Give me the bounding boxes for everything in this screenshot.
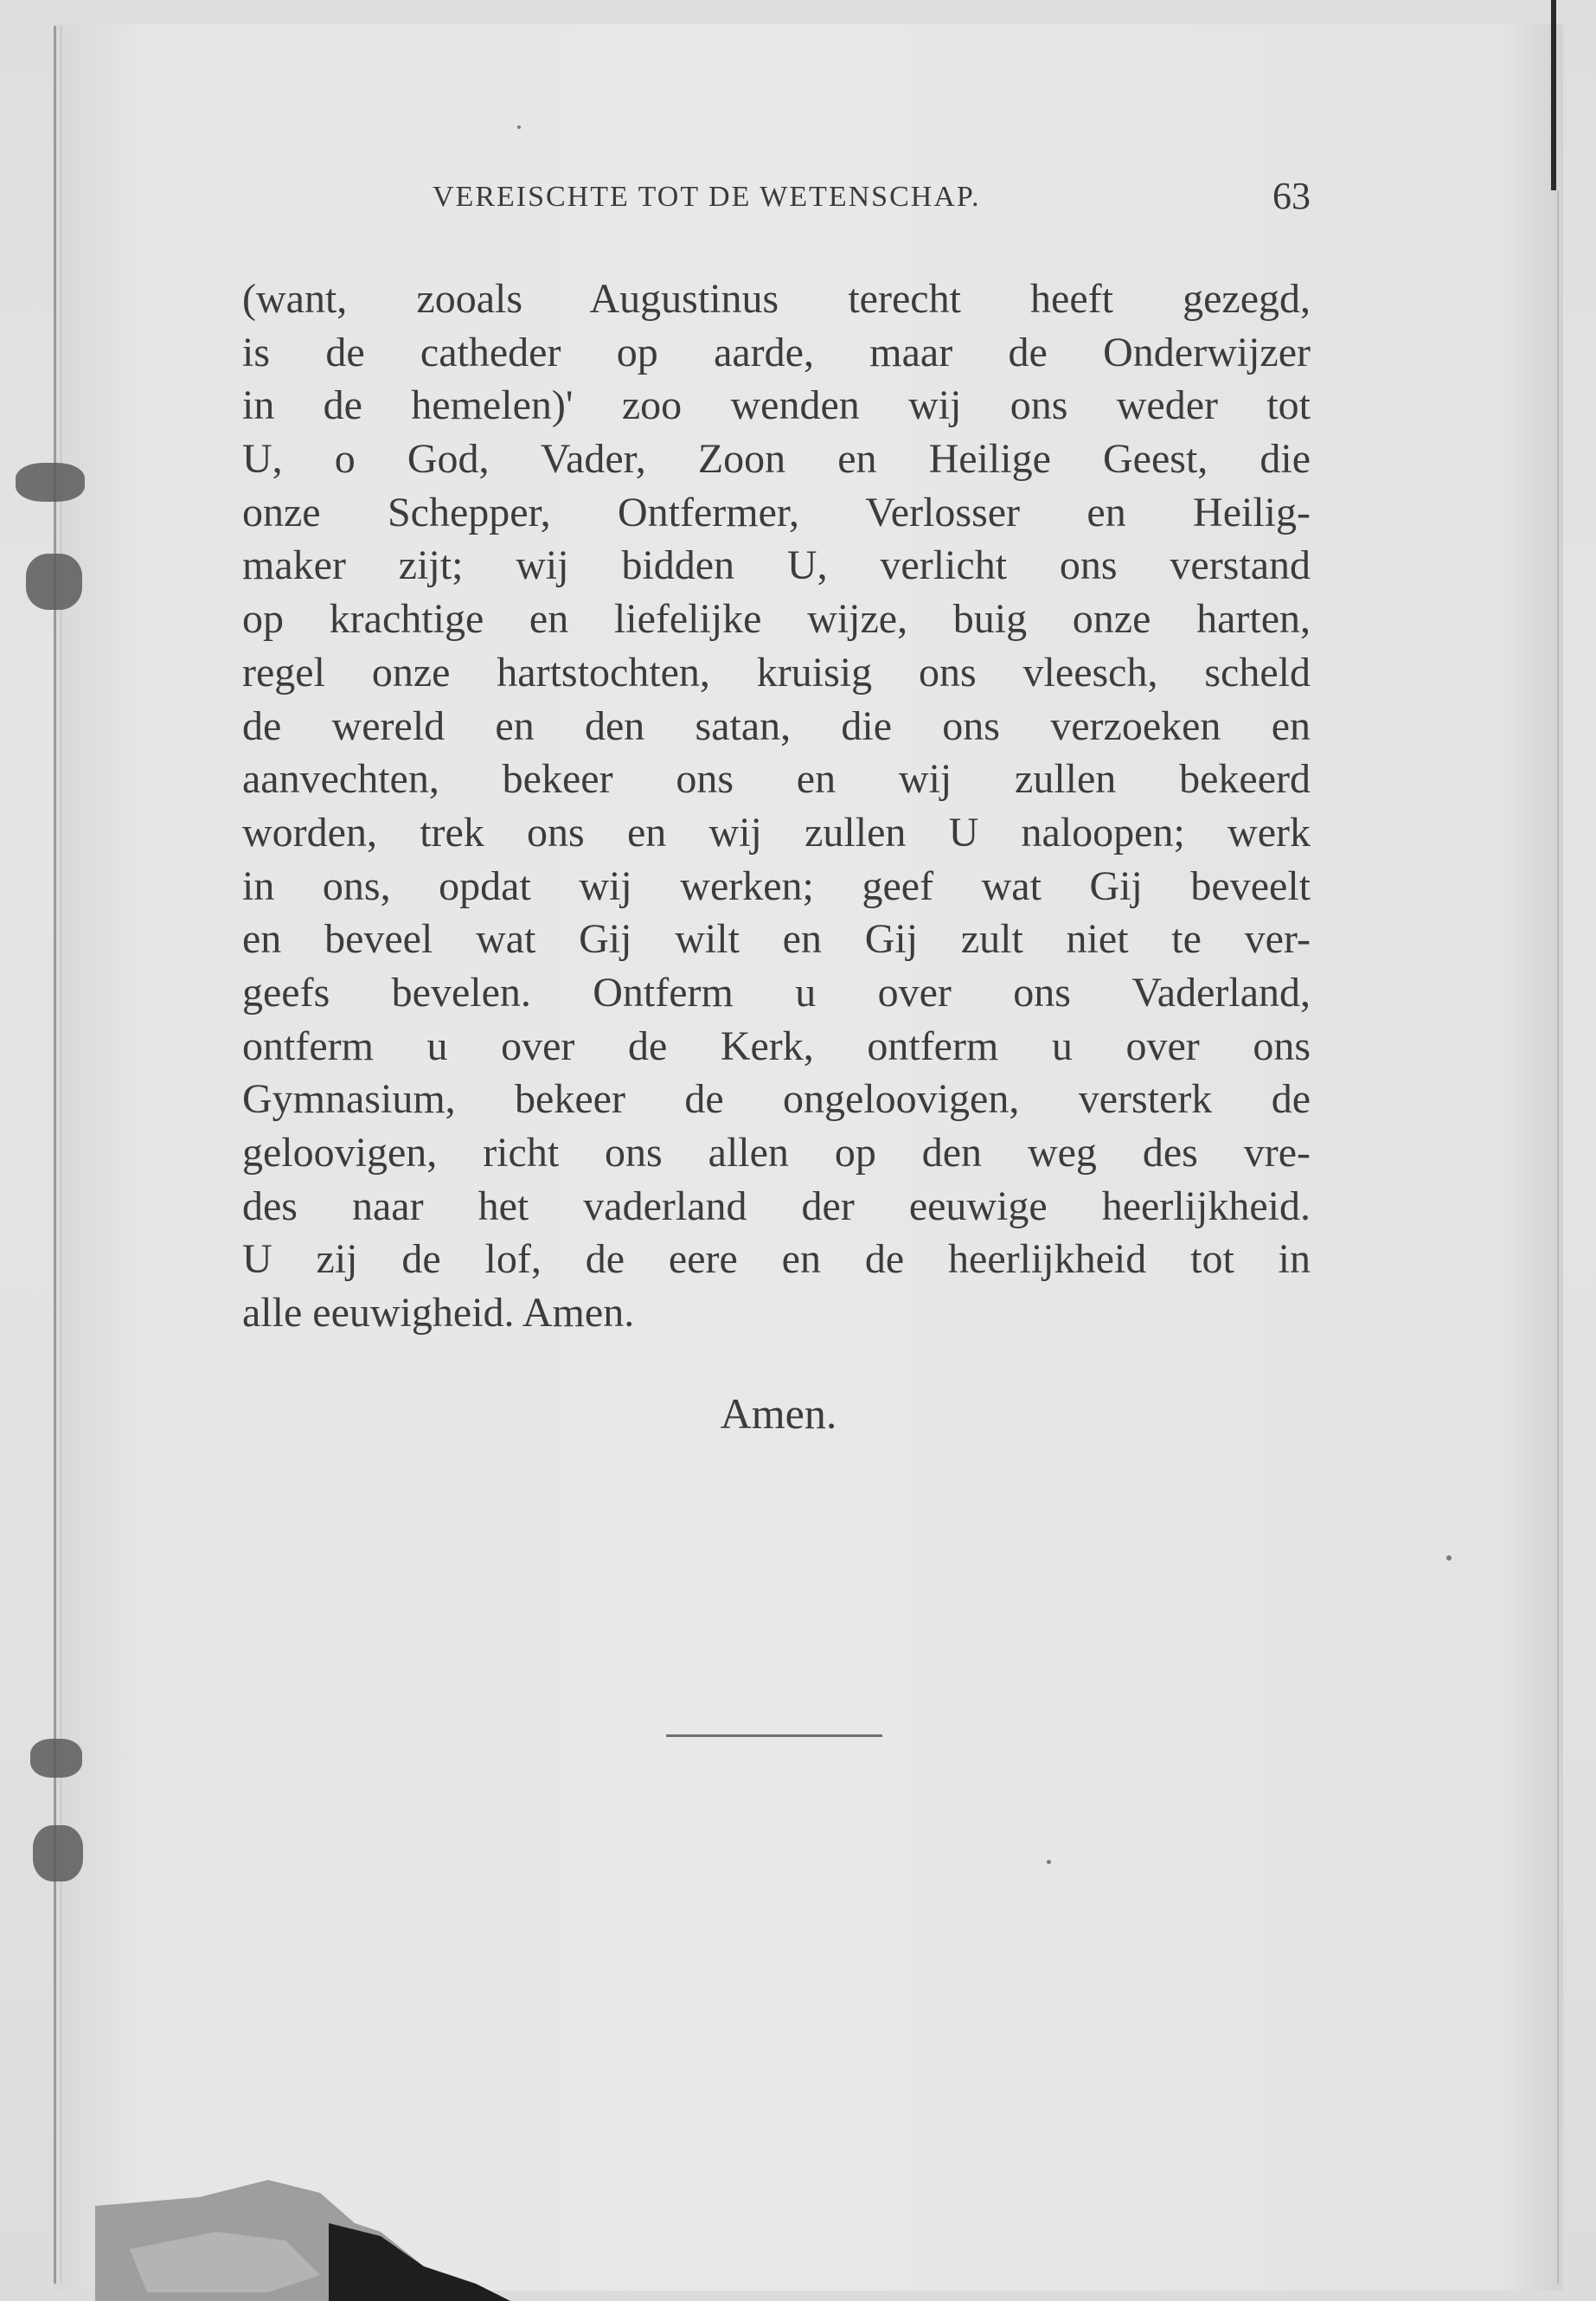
torn-corner	[95, 2171, 510, 2301]
paper-speck	[1047, 1860, 1051, 1864]
paper-speck	[1446, 1555, 1452, 1561]
text-line: aanvechten, bekeer ons en wij zullen bekeerd	[242, 756, 1311, 803]
text-line: is de catheder op aarde, maar de Onderwijzer	[242, 329, 1311, 375]
text-line: U, o God, Vader, Zoon en Heilige Geest, die	[242, 436, 1311, 483]
text-line: Gymnasium, bekeer de ongeloovigen, versterk de	[242, 1076, 1311, 1123]
text-line: de wereld en den satan, die ons verzoeken en	[242, 702, 1311, 749]
right-page-edge-thin	[1557, 190, 1559, 2284]
text-line: U zij de lof, de eere en de heerlijkheid tot in	[242, 1236, 1311, 1283]
running-header	[433, 177, 1311, 221]
text-line: geloovigen, richt ons allen op den weg des vre-	[242, 1130, 1311, 1176]
text-line: in de hemelen)' zoo wenden wij ons weder tot	[242, 382, 1311, 429]
body-paragraph	[242, 272, 1311, 1340]
text-line: en beveel wat Gij wilt en Gij zult niet te ver-	[242, 916, 1311, 963]
text-line: regel onze hartstochten, kruisig ons vleesch, scheld	[242, 649, 1311, 695]
text-line: onze Schepper, Ontfermer, Verlosser en Heilig-	[242, 489, 1311, 535]
text-line: op krachtige en liefelijke wijze, buig onze harten,	[242, 596, 1311, 643]
end-rule	[666, 1734, 882, 1737]
text-line: maker zijt; wij bidden U, verlicht ons verstand	[242, 542, 1311, 589]
binding-stain	[33, 1825, 83, 1881]
closing-text: Amen.	[720, 1389, 837, 1438]
running-title: VEREISCHTE TOT DE WETENSCHAP.	[433, 181, 981, 213]
text-line: alle eeuwigheid. Amen.	[242, 1290, 635, 1336]
page-number: 63	[1272, 175, 1311, 217]
text-line: des naar het vaderland der eeuwige heerlijkheid.	[242, 1183, 1311, 1229]
text-line: in ons, opdat wij werken; geef wat Gij beveelt	[242, 862, 1311, 909]
binding-stain	[26, 554, 82, 610]
text-line: geefs bevelen. Ontferm u over ons Vaderland,	[242, 969, 1311, 1016]
paper-speck	[517, 125, 521, 129]
closing-amen	[0, 1388, 1557, 1439]
binding-stain	[16, 463, 85, 502]
text-line: (want, zooals Augustinus terecht heeft gezegd,	[242, 276, 1311, 322]
binding-stain	[30, 1739, 82, 1778]
text-line: worden, trek ons en wij zullen U naloopen; werk	[242, 809, 1311, 856]
binding-edge	[54, 26, 56, 2284]
right-page-edge	[1551, 0, 1556, 190]
text-line: ontferm u over de Kerk, ontferm u over ons	[242, 1022, 1311, 1069]
